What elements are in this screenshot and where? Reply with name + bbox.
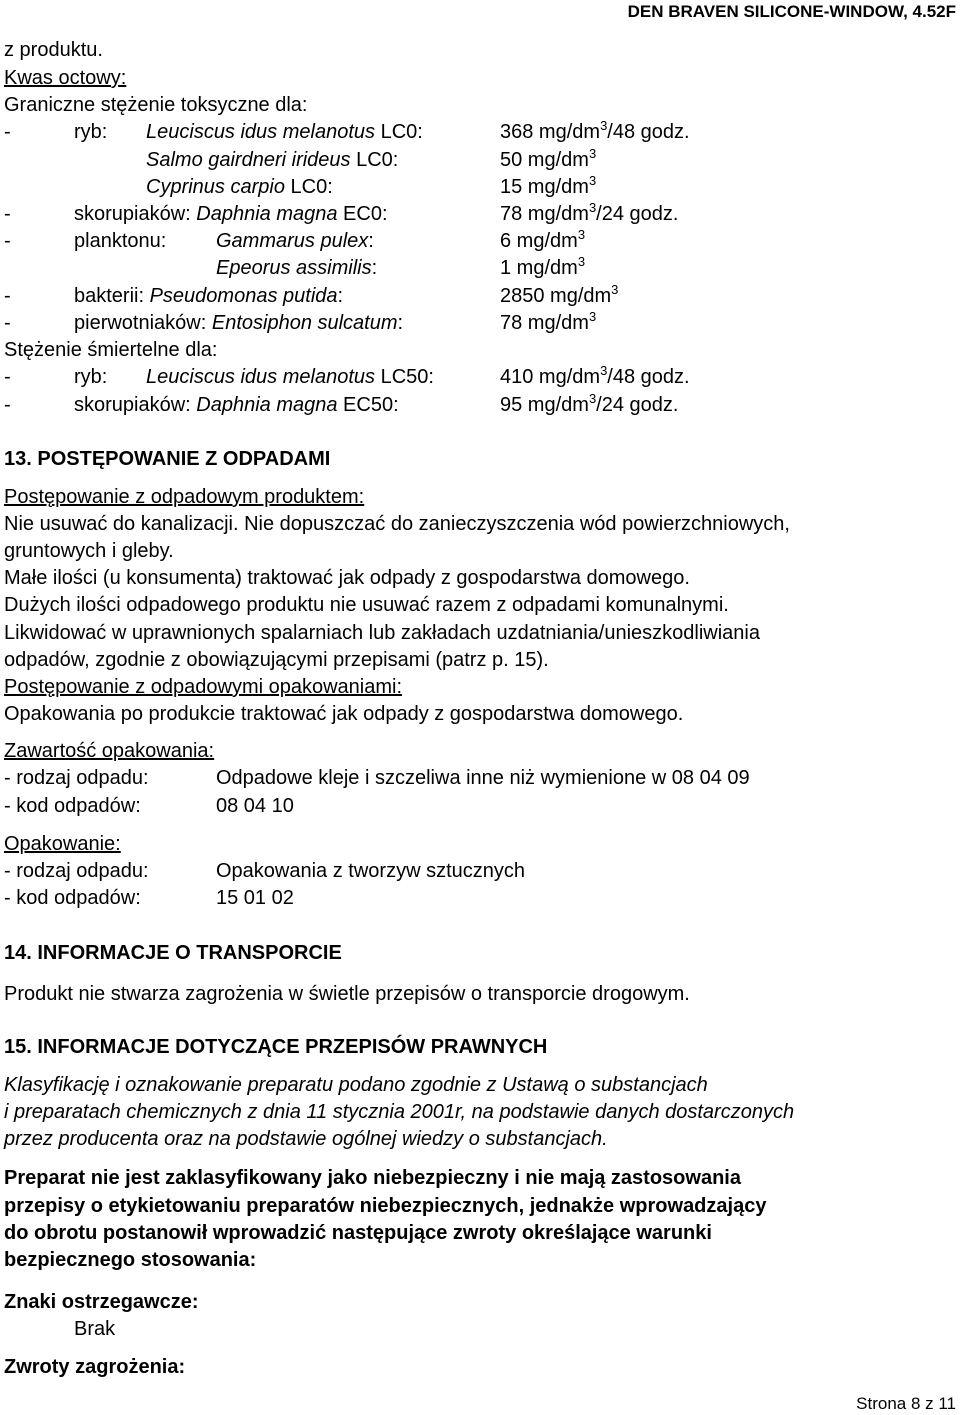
waste-paragraph-line: odpadów, zgodnie z obowiązującymi przepisami (patrz p. 15). [4,649,549,671]
lc0-heading: Graniczne stężenie toksyczne dla: [4,94,308,116]
transport-paragraph: Produkt nie stwarza zagrożenia w świetle przepisów o transporcie drogowym. [4,983,690,1005]
warning-signs-value: Brak [74,1318,116,1340]
waste-paragraph-line: Likwidować w uprawnionych spalarniach lub zakładach uzdatniania/unieszkodliwiania [4,622,760,644]
packaging-paragraph: Opakowania po produkcie traktować jak odpady z gospodarstwa domowego. [4,703,684,725]
classification-line: przepisy o etykietowaniu preparatów niebezpiecznych, jednakże wprowadzający [4,1195,767,1217]
section-14-title: 14. INFORMACJE O TRANSPORCIE [4,942,342,964]
packaging-type-label: - rodzaj odpadu: [4,860,149,882]
risk-phrases-label: Zwroty zagrożenia: [4,1356,186,1378]
waste-paragraph-line: gruntowych i gleby. [4,540,174,562]
regulation-line: Klasyfikację i oznakowanie preparatu podano zgodnie z Ustawą o substancjach [4,1074,708,1096]
page-number: Strona 8 z 11 [856,1394,956,1413]
document-header: DEN BRAVEN SILICONE-WINDOW, 4.52F [627,2,956,21]
section-13-title: 13. POSTĘPOWANIE Z ODPADAMI [4,448,331,470]
packaging-code-label: - kod odpadów: [4,887,141,909]
classification-line: Preparat nie jest zaklasyfikowany jako niebezpieczny i nie mają zastosowania [4,1167,741,1189]
lc50-heading: Stężenie śmiertelne dla: [4,339,218,361]
packaging-heading: Opakowanie: [4,833,121,855]
packaging-code-value: 15 01 02 [216,887,294,909]
intro-tail: z produktu. [4,39,103,61]
waste-paragraph-line: Dużych ilości odpadowego produktu nie usuwać razem z odpadami komunalnymi. [4,594,729,616]
packaging-type-value: Opakowania z tworzyw sztucznych [216,860,526,882]
contents-code-value: 08 04 10 [216,795,294,817]
waste-paragraph-line: Małe ilości (u konsumenta) traktować jak odpady z gospodarstwa domowego. [4,567,690,589]
classification-line: do obrotu postanowił wprowadzić następujące zwroty określające warunki [4,1222,712,1244]
contents-heading: Zawartość opakowania: [4,740,215,762]
waste-product-heading: Postępowanie z odpadowym produktem: [4,486,365,508]
contents-type-label: - rodzaj odpadu: [4,767,149,789]
waste-paragraph-line: Nie usuwać do kanalizacji. Nie dopuszczać do zanieczyszczenia wód powierzchniowych, [4,513,790,535]
classification-line: bezpiecznego stosowania: [4,1249,257,1271]
contents-type-value: Odpadowe kleje i szczeliwa inne niż wymienione w 08 04 09 [216,767,750,789]
contents-code-label: - kod odpadów: [4,795,141,817]
section-15-title: 15. INFORMACJE DOTYCZĄCE PRZEPISÓW PRAWNYCH [4,1036,548,1058]
substance-heading: Kwas octowy: [4,67,127,89]
regulation-line: przez producenta oraz na podstawie ogólnej wiedzy o substancjach. [4,1128,608,1150]
regulation-line: i preparatach chemicznych z dnia 11 stycznia 2001r, na podstawie danych dostarczonych [4,1101,795,1123]
warning-signs-label: Znaki ostrzegawcze: [4,1291,199,1313]
packaging-waste-heading: Postępowanie z odpadowymi opakowaniami: [4,676,403,698]
